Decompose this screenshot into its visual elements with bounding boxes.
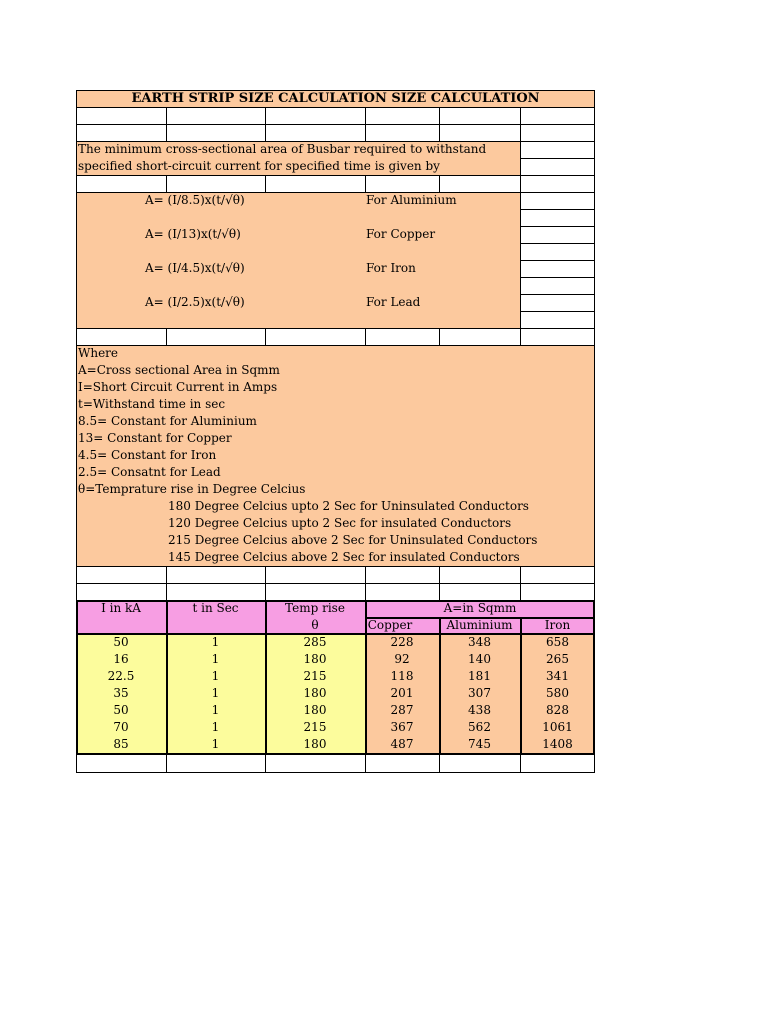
cell-time: 1 <box>211 720 220 734</box>
formula-aluminium: A= (I/8.5)x(t/√θ) <box>145 193 245 207</box>
gridline-vertical <box>365 328 366 345</box>
cell-temp-rise: 285 <box>303 635 327 649</box>
gridline-vertical <box>265 175 266 192</box>
gridline-vertical <box>265 754 266 773</box>
gridline-vertical <box>166 175 167 192</box>
cell-time: 1 <box>211 686 220 700</box>
cell-aluminium: 438 <box>468 703 491 717</box>
gridline-vertical <box>439 754 440 773</box>
formula-lead: A= (I/2.5)x(t/√θ) <box>145 295 245 309</box>
cell-current: 70 <box>113 720 129 734</box>
formula-aluminium-label: For Aluminium <box>366 193 457 207</box>
definition-time: t=Withstand time in sec <box>78 397 226 411</box>
gridline-horizontal <box>76 124 595 125</box>
gridline-vertical <box>520 107 521 141</box>
gridline-vertical <box>365 107 366 141</box>
cell-temp-rise: 180 <box>303 737 327 751</box>
gridline-vertical <box>520 328 521 345</box>
cell-temp-rise: 215 <box>303 720 327 734</box>
cell-iron: 658 <box>546 635 569 649</box>
intro-line-2: specified short-circuit current for specified time is given by <box>78 159 440 173</box>
intro-line-1: The minimum cross-sectional area of Busbar required to withstand <box>78 142 487 156</box>
definition-area: A=Cross sectional Area in Sqmm <box>78 363 280 377</box>
definition-const-copper: 13= Constant for Copper <box>78 431 232 445</box>
cell-copper: 228 <box>390 635 414 649</box>
cell-current: 50 <box>113 703 129 717</box>
cell-current: 16 <box>113 652 129 666</box>
cell-iron: 1408 <box>542 737 573 751</box>
definition-const-aluminium: 8.5= Constant for Aluminium <box>78 414 257 428</box>
gridline-horizontal <box>76 566 595 567</box>
gridline-horizontal <box>76 583 595 584</box>
cell-temp-rise: 215 <box>303 669 327 683</box>
cell-iron: 341 <box>546 669 569 683</box>
sheet-bottom-border <box>76 772 595 773</box>
cell-copper: 487 <box>390 737 414 751</box>
definition-current: I=Short Circuit Current in Amps <box>78 380 278 394</box>
header-iron: Iron <box>544 618 571 632</box>
formula-fill <box>76 192 520 328</box>
header-current: I in kA <box>101 601 141 615</box>
title-bottom-border <box>76 107 595 108</box>
gridline-horizontal <box>520 209 595 210</box>
cell-copper: 201 <box>390 686 414 700</box>
gridline-horizontal <box>520 158 595 159</box>
gridline-vertical <box>520 754 521 773</box>
temp-note-3: 215 Degree Celcius above 2 Sec for Uninsulated Conductors <box>168 533 538 547</box>
gridline-vertical <box>365 175 366 192</box>
cell-time: 1 <box>211 737 220 751</box>
cell-copper: 287 <box>390 703 414 717</box>
gridline-vertical <box>365 754 366 773</box>
gridline-horizontal <box>520 277 595 278</box>
formula-copper: A= (I/13)x(t/√θ) <box>145 227 241 241</box>
cell-time: 1 <box>211 635 220 649</box>
gridline-vertical <box>166 754 167 773</box>
cell-iron: 580 <box>546 686 569 700</box>
cell-aluminium: 181 <box>468 669 491 683</box>
gridline-horizontal <box>76 345 595 346</box>
gridline-horizontal <box>520 226 595 227</box>
temp-note-1: 180 Degree Celcius upto 2 Sec for Uninsulated Conductors <box>168 499 529 513</box>
header-theta: θ <box>311 618 319 632</box>
cell-iron: 265 <box>546 652 569 666</box>
table-bottom-border <box>76 753 595 755</box>
formula-iron: A= (I/4.5)x(t/√θ) <box>145 261 245 275</box>
cell-current: 50 <box>113 635 129 649</box>
cell-copper: 92 <box>394 652 410 666</box>
cell-copper: 118 <box>390 669 414 683</box>
gridline-horizontal <box>520 260 595 261</box>
header-aluminium: Aluminium <box>446 618 513 632</box>
temp-note-2: 120 Degree Celcius upto 2 Sec for insulated Conductors <box>168 516 512 530</box>
gridline-vertical <box>439 175 440 192</box>
cell-current: 35 <box>113 686 129 700</box>
cell-temp-rise: 180 <box>303 652 327 666</box>
header-copper: Copper <box>367 618 413 632</box>
cell-copper: 367 <box>390 720 414 734</box>
gridline-vertical <box>166 107 167 141</box>
gridline-horizontal <box>76 328 595 329</box>
cell-time: 1 <box>211 669 220 683</box>
definition-const-lead: 2.5= Consatnt for Lead <box>78 465 221 479</box>
cell-iron: 1061 <box>542 720 573 734</box>
cell-temp-rise: 180 <box>303 686 327 700</box>
cell-aluminium: 562 <box>468 720 491 734</box>
gridline-vertical <box>520 566 521 600</box>
gridline-vertical <box>265 566 266 600</box>
definition-temp-rise: θ=Temprature rise in Degree Celcius <box>78 482 306 496</box>
gridline-vertical <box>365 566 366 600</box>
cell-current: 85 <box>113 737 129 751</box>
definition-where: Where <box>78 346 119 360</box>
gridline-horizontal <box>76 175 595 176</box>
page-title: EARTH STRIP SIZE CALCULATION SIZE CALCULATION <box>131 91 540 106</box>
cell-aluminium: 307 <box>468 686 491 700</box>
temp-note-4: 145 Degree Celcius above 2 Sec for insulated Conductors <box>168 550 520 564</box>
header-area: A=in Sqmm <box>443 601 517 615</box>
cell-temp-rise: 180 <box>303 703 327 717</box>
header-time: t in Sec <box>192 601 239 615</box>
gridline-vertical <box>166 566 167 600</box>
formula-lead-label: For Lead <box>366 295 421 309</box>
cell-time: 1 <box>211 652 220 666</box>
gridline-vertical <box>265 328 266 345</box>
cell-aluminium: 745 <box>468 737 491 751</box>
cell-aluminium: 140 <box>468 652 491 666</box>
gridline-vertical <box>166 328 167 345</box>
gridline-vertical <box>439 328 440 345</box>
cell-iron: 828 <box>546 703 569 717</box>
gridline-horizontal <box>520 311 595 312</box>
gridline-vertical <box>265 107 266 141</box>
gridline-horizontal <box>520 243 595 244</box>
header-temp-rise: Temp rise <box>285 601 345 615</box>
formula-copper-label: For Copper <box>366 227 436 241</box>
gridline-vertical <box>439 107 440 141</box>
cell-aluminium: 348 <box>468 635 491 649</box>
formula-iron-label: For Iron <box>366 261 416 275</box>
definition-const-iron: 4.5= Constant for Iron <box>78 448 217 462</box>
gridline-horizontal <box>520 294 595 295</box>
gridline-vertical <box>439 566 440 600</box>
cell-current: 22.5 <box>107 669 135 683</box>
gridline-vertical <box>520 141 521 328</box>
cell-time: 1 <box>211 703 220 717</box>
